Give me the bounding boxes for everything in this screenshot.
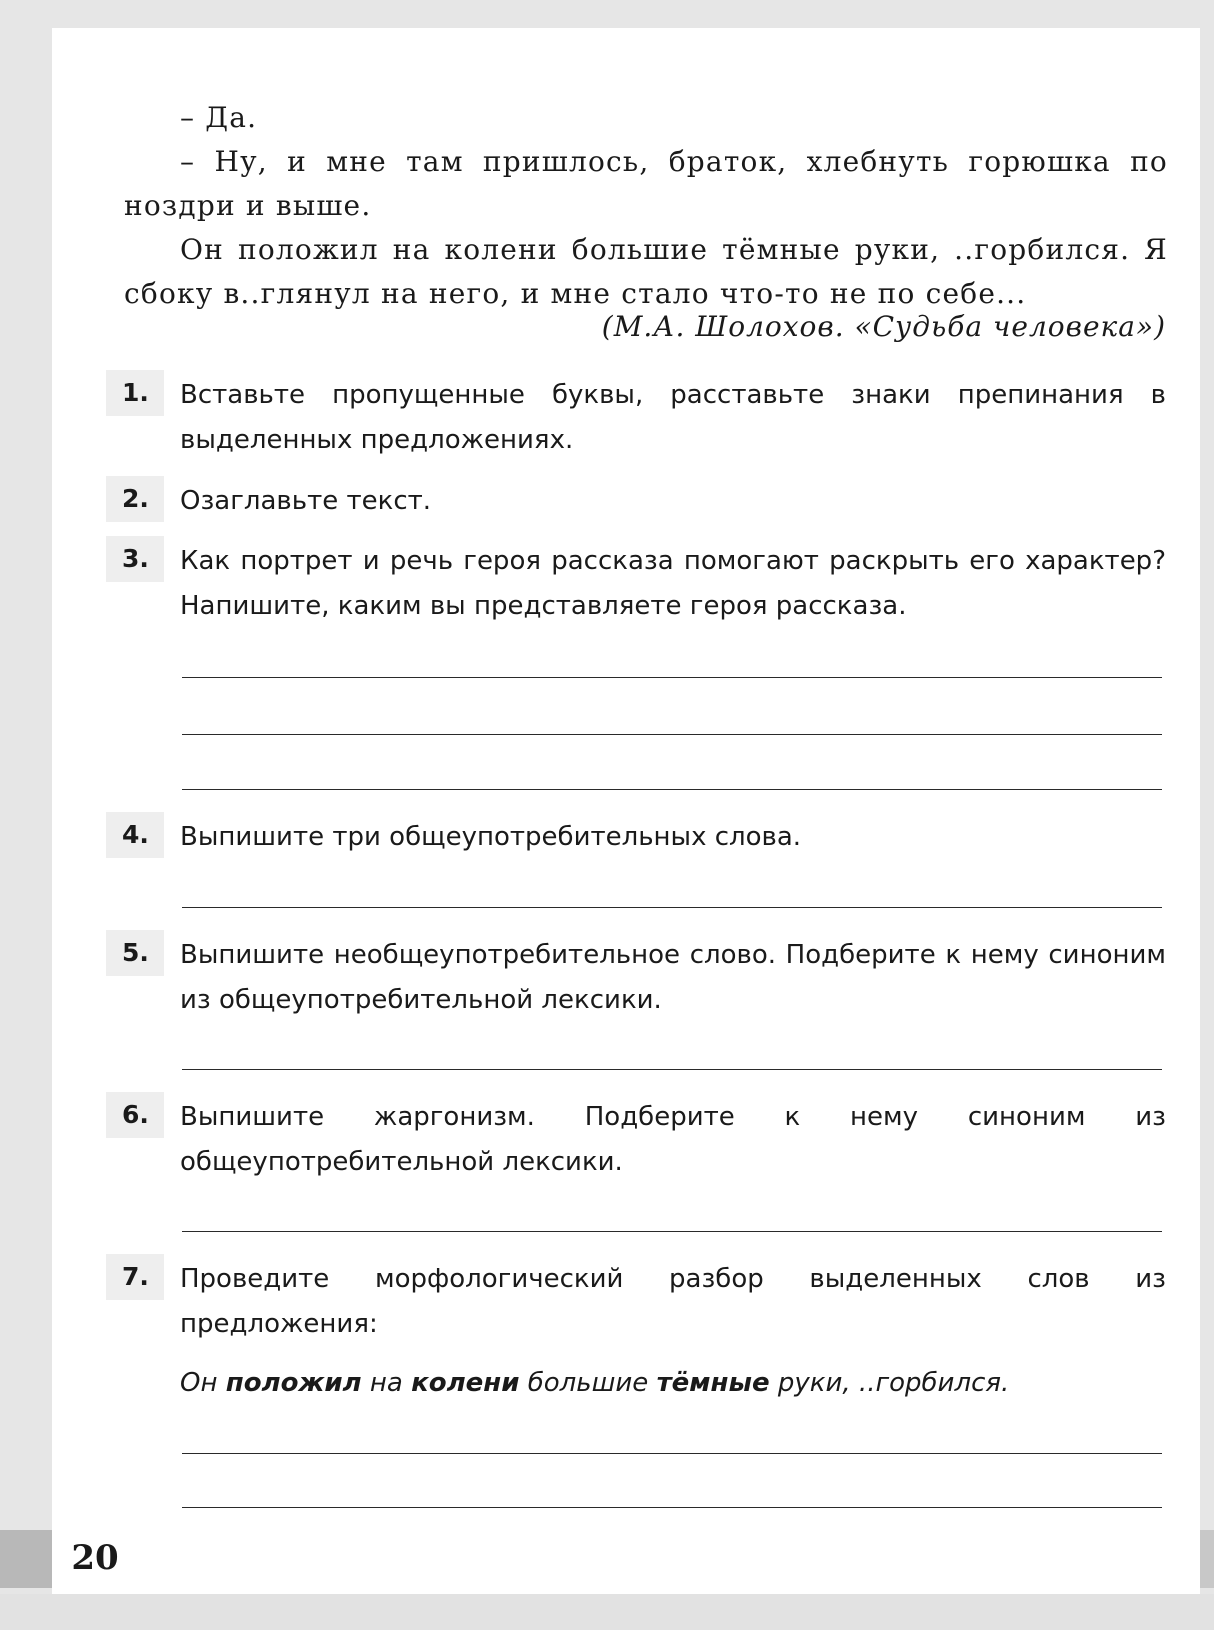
- answer-line[interactable]: [182, 789, 1162, 790]
- task-text: Выпишите необщеупотребительное слово. Подберите к нему синоним из общеупотребительной лексики.: [180, 940, 1166, 1015]
- task-text: Проведите морфологический разбор выделенных слов из предложения:: [180, 1264, 1166, 1339]
- highlighted-word: колени: [411, 1368, 520, 1398]
- task-number: 7.: [106, 1254, 164, 1300]
- task-number: 4.: [106, 812, 164, 858]
- task-number: 3.: [106, 536, 164, 582]
- highlighted-word: тёмные: [656, 1368, 770, 1398]
- page-edge-shade: [0, 1530, 52, 1588]
- page-edge-shade-right: [1200, 1530, 1214, 1588]
- task-number: 2.: [106, 476, 164, 522]
- example-text: большие: [519, 1368, 657, 1398]
- answer-line[interactable]: [182, 1231, 1162, 1232]
- task-text: Как портрет и речь героя рассказа помогают раскрыть его характер? Напишите, каким вы представляете героя рассказа.: [180, 546, 1166, 621]
- task-text: Выпишите три общеупотребительных слова.: [180, 822, 802, 852]
- prose-paragraph-3: Он положил на колени большие тёмные руки, ..горбился. Я сбоку в..глянул на него, и мне стало что-то не по себе...: [124, 233, 1168, 310]
- prose-paragraph-2: – Ну, и мне там пришлось, браток, хлебнуть горюшка по ноздри и выше.: [124, 145, 1168, 222]
- task-number: 1.: [106, 370, 164, 416]
- answer-line[interactable]: [182, 1069, 1162, 1070]
- example-text: Он: [180, 1368, 226, 1398]
- example-text: на: [361, 1368, 412, 1398]
- answer-line[interactable]: [182, 1507, 1162, 1508]
- example-text: руки, ..горбился.: [769, 1368, 1010, 1398]
- answer-line[interactable]: [182, 677, 1162, 678]
- example-sentence: [180, 1368, 1009, 1398]
- task-text: Выпишите жаргонизм. Подберите к нему синоним из общеупотребительной лексики.: [180, 1102, 1166, 1177]
- scan-margin: [0, 1594, 1214, 1630]
- task-text: Вставьте пропущенные буквы, расставьте знаки препинания в выделенных предложениях.: [180, 380, 1166, 455]
- answer-line[interactable]: [182, 1453, 1162, 1454]
- answer-line[interactable]: [182, 734, 1162, 735]
- task-number: 6.: [106, 1092, 164, 1138]
- task-text: Озаглавьте текст.: [180, 486, 432, 516]
- task-number: 5.: [106, 930, 164, 976]
- prose-line-1: – Да.: [180, 101, 258, 134]
- highlighted-word: положил: [225, 1368, 362, 1398]
- answer-line[interactable]: [182, 907, 1162, 908]
- source-attribution: (М.А. Шолохов. «Судьба человека»): [601, 310, 1166, 343]
- page-number: 20: [64, 1530, 126, 1586]
